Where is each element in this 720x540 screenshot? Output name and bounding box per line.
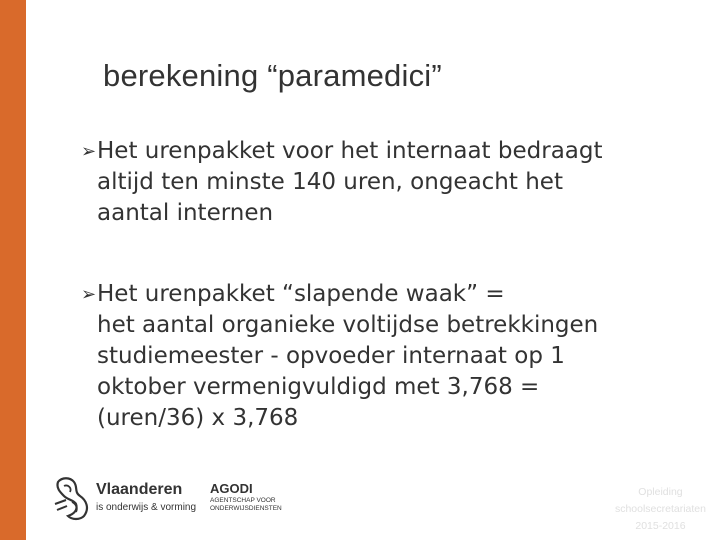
bullet-2-line-5: (uren/36) x 3,768 [97,405,299,431]
arrow-bullet-icon: ➢ [81,284,97,305]
watermark-line-1: Opleiding [638,486,683,498]
bullet-1-line-1: Het urenpakket voor het internaat bedraagt [97,138,603,164]
agodi-sub-line-2: ONDERWIJSDIENSTEN [210,505,282,512]
course-watermark [615,484,706,535]
watermark-line-3: 2015-2016 [635,520,686,532]
slide-title: berekening “paramedici” [103,58,442,93]
bullet-2-line-4: oktober vermenigvuldigd met 3,768 = [97,374,540,400]
agodi-sub-line-1: AGENTSCHAP VOOR [210,497,276,504]
bullet-item-2 [83,279,693,434]
agodi-logo-name: AGODI [210,481,253,496]
bullet-item-1 [83,136,693,229]
bullet-1-line-2: altijd ten minste 140 uren, ongeacht het [97,169,563,195]
arrow-bullet-icon: ➢ [81,141,97,162]
bullet-2-line-3: studiemeester - opvoeder internaat op 1 [97,343,565,369]
bullet-1-line-3: aantal internen [97,200,274,226]
bullet-2-line-1: Het urenpakket “slapende waak” = [97,281,505,307]
bullet-2-line-2: het aantal organieke voltijdse betrekkingen [97,312,599,338]
vlaanderen-logo-name: Vlaanderen [96,481,183,498]
accent-side-bar [0,0,26,540]
watermark-line-2: schoolsecretariaten [614,503,706,515]
agodi-logo-subtitle [210,497,300,513]
vlaanderen-logo-tagline: is onderwijs & vorming [96,502,197,513]
